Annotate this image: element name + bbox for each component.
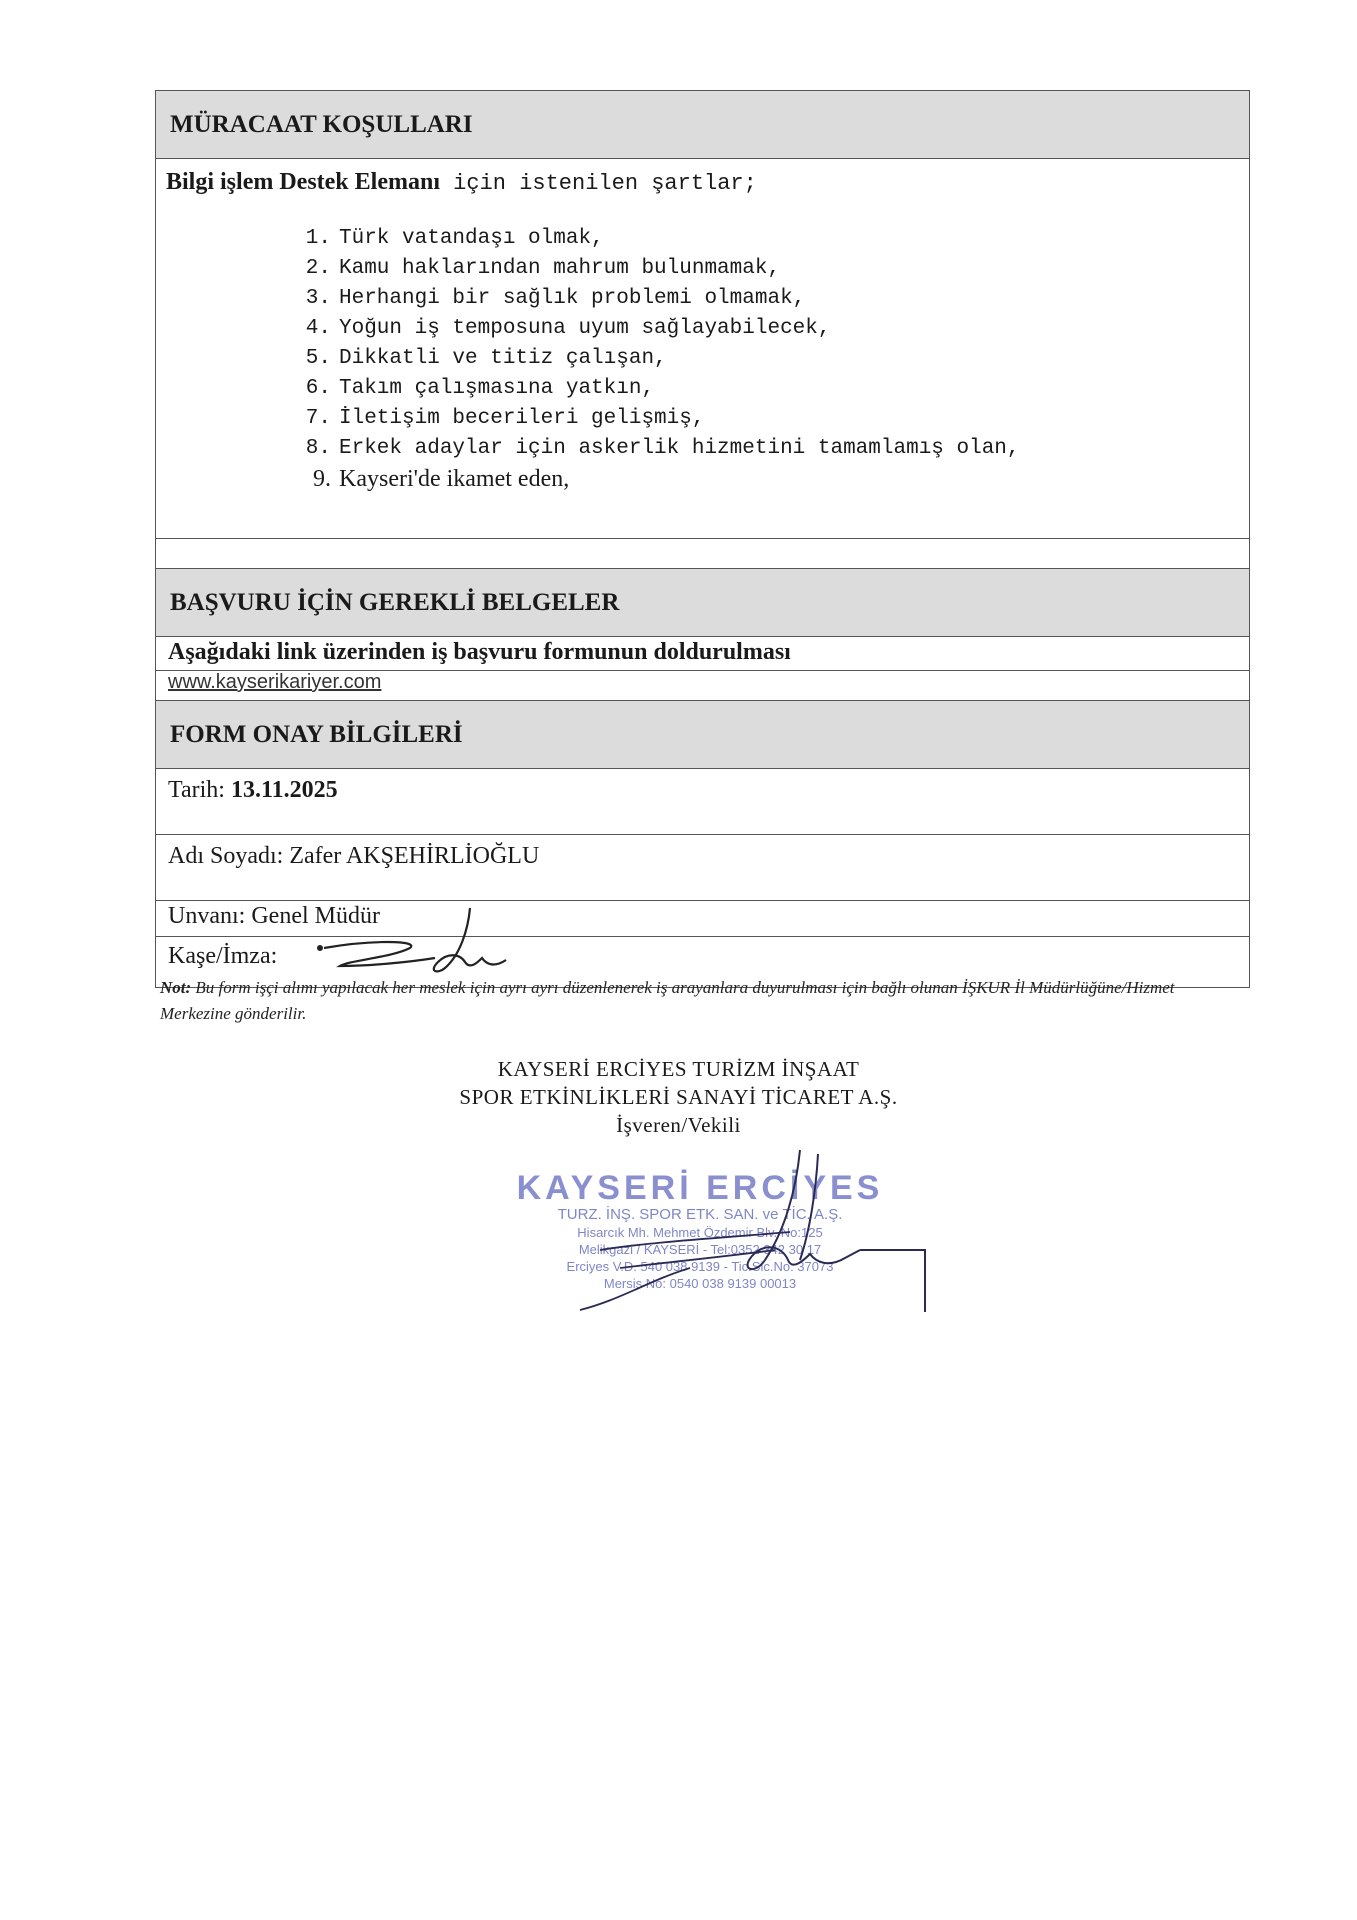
- position-name: Bilgi işlem Destek Elemanı: [166, 169, 440, 195]
- documents-header: [156, 569, 1249, 637]
- documents-instruction: Aşağıdaki link üzerinden iş başvuru formunun doldurulması: [156, 637, 1249, 671]
- requirement-item: 2. Kamu haklarından mahrum bulunmamak,: [305, 257, 781, 280]
- name-value: Zafer AKŞEHİRLİOĞLU: [289, 843, 540, 869]
- approval-header: [156, 701, 1249, 769]
- requirement-item: 3. Herhangi bir sağlık problemi olmamak,: [305, 287, 806, 310]
- requirement-item: 4. Yoğun iş temposuna uyum sağlayabilecek,: [305, 317, 831, 340]
- company-block: [0, 1055, 1357, 1139]
- note-text: Bu form işçi alımı yapılacak her meslek için ayrı ayrı düzenlenerek iş arayanlara duyurulması için bağlı olunan İŞKUR İl Müdürlüğüne/Hizmet Merkezine gönderilir.: [160, 978, 1175, 1023]
- requirement-item: 6. Takım çalışmasına yatkın,: [305, 377, 655, 400]
- stamp-line-5: Mersis No: 0540 038 9139 00013: [603, 1276, 797, 1291]
- application-link[interactable]: [156, 671, 1249, 701]
- conditions-title: [166, 169, 1239, 196]
- stamp-label: Kaşe/İmza:: [168, 943, 278, 969]
- company-line-1: KAYSERİ ERCİYES TURİZM İNŞAAT: [497, 1057, 860, 1081]
- stamp-company-name: KAYSERİ ERCİYES: [516, 1169, 884, 1207]
- name-field: [156, 835, 1249, 901]
- conditions-title-rest: için istenilen şartlar;: [439, 171, 757, 196]
- requirement-item: 8. Erkek adaylar için askerlik hizmetini tamamlamış olan,: [305, 437, 1020, 460]
- date-value: 13.11.2025: [230, 777, 338, 803]
- name-label: Adı Soyadı:: [168, 843, 290, 869]
- blank-row: [156, 539, 1249, 569]
- title-label: Unvanı:: [168, 903, 252, 929]
- date-field: [156, 769, 1249, 835]
- application-form: [155, 90, 1250, 988]
- application-url[interactable]: www.kayserikariyer.com: [168, 671, 382, 693]
- company-line-3: İşveren/Vekili: [616, 1113, 741, 1137]
- conditions-section: [156, 159, 1249, 539]
- title-value: Genel Müdür: [251, 903, 380, 929]
- company-line-2: SPOR ETKİNLİKLERİ SANAYİ TİCARET A.Ş.: [459, 1085, 898, 1109]
- stamp-line-1: TURZ. İNŞ. SPOR ETK. SAN. ve TİC. A.Ş.: [557, 1206, 843, 1223]
- requirement-item: 1. Türk vatandaşı olmak,: [305, 227, 604, 250]
- conditions-header-text: MÜRACAAT KOŞULLARI: [170, 110, 473, 138]
- conditions-header: [156, 91, 1249, 159]
- documents-header-text: BAŞVURU İÇİN GEREKLİ BELGELER: [170, 588, 620, 616]
- requirement-item: 5. Dikkatli ve titiz çalışan,: [305, 347, 667, 370]
- requirement-item: 7. İletişim becerileri gelişmiş,: [305, 407, 705, 430]
- employer-signature: [560, 1150, 940, 1320]
- note-label: Not:: [160, 978, 192, 997]
- stamp-line-4: Erciyes V.D. 540 038 9139 - Tic.Sic.No: 37073: [566, 1259, 834, 1274]
- form-note: [160, 975, 1220, 1027]
- approval-header-text: FORM ONAY BİLGİLERİ: [170, 720, 463, 748]
- date-label: Tarih:: [168, 777, 231, 803]
- requirement-item: 9. Kayseri'de ikamet eden,: [313, 466, 570, 492]
- requirements-list: [291, 224, 1239, 494]
- stamp-line-3: Melikgazi / KAYSERİ - Tel:0352 342 30 17: [578, 1242, 822, 1257]
- stamp-line-2: Hisarcık Mh. Mehmet Özdemir Blv. No:125: [577, 1225, 823, 1240]
